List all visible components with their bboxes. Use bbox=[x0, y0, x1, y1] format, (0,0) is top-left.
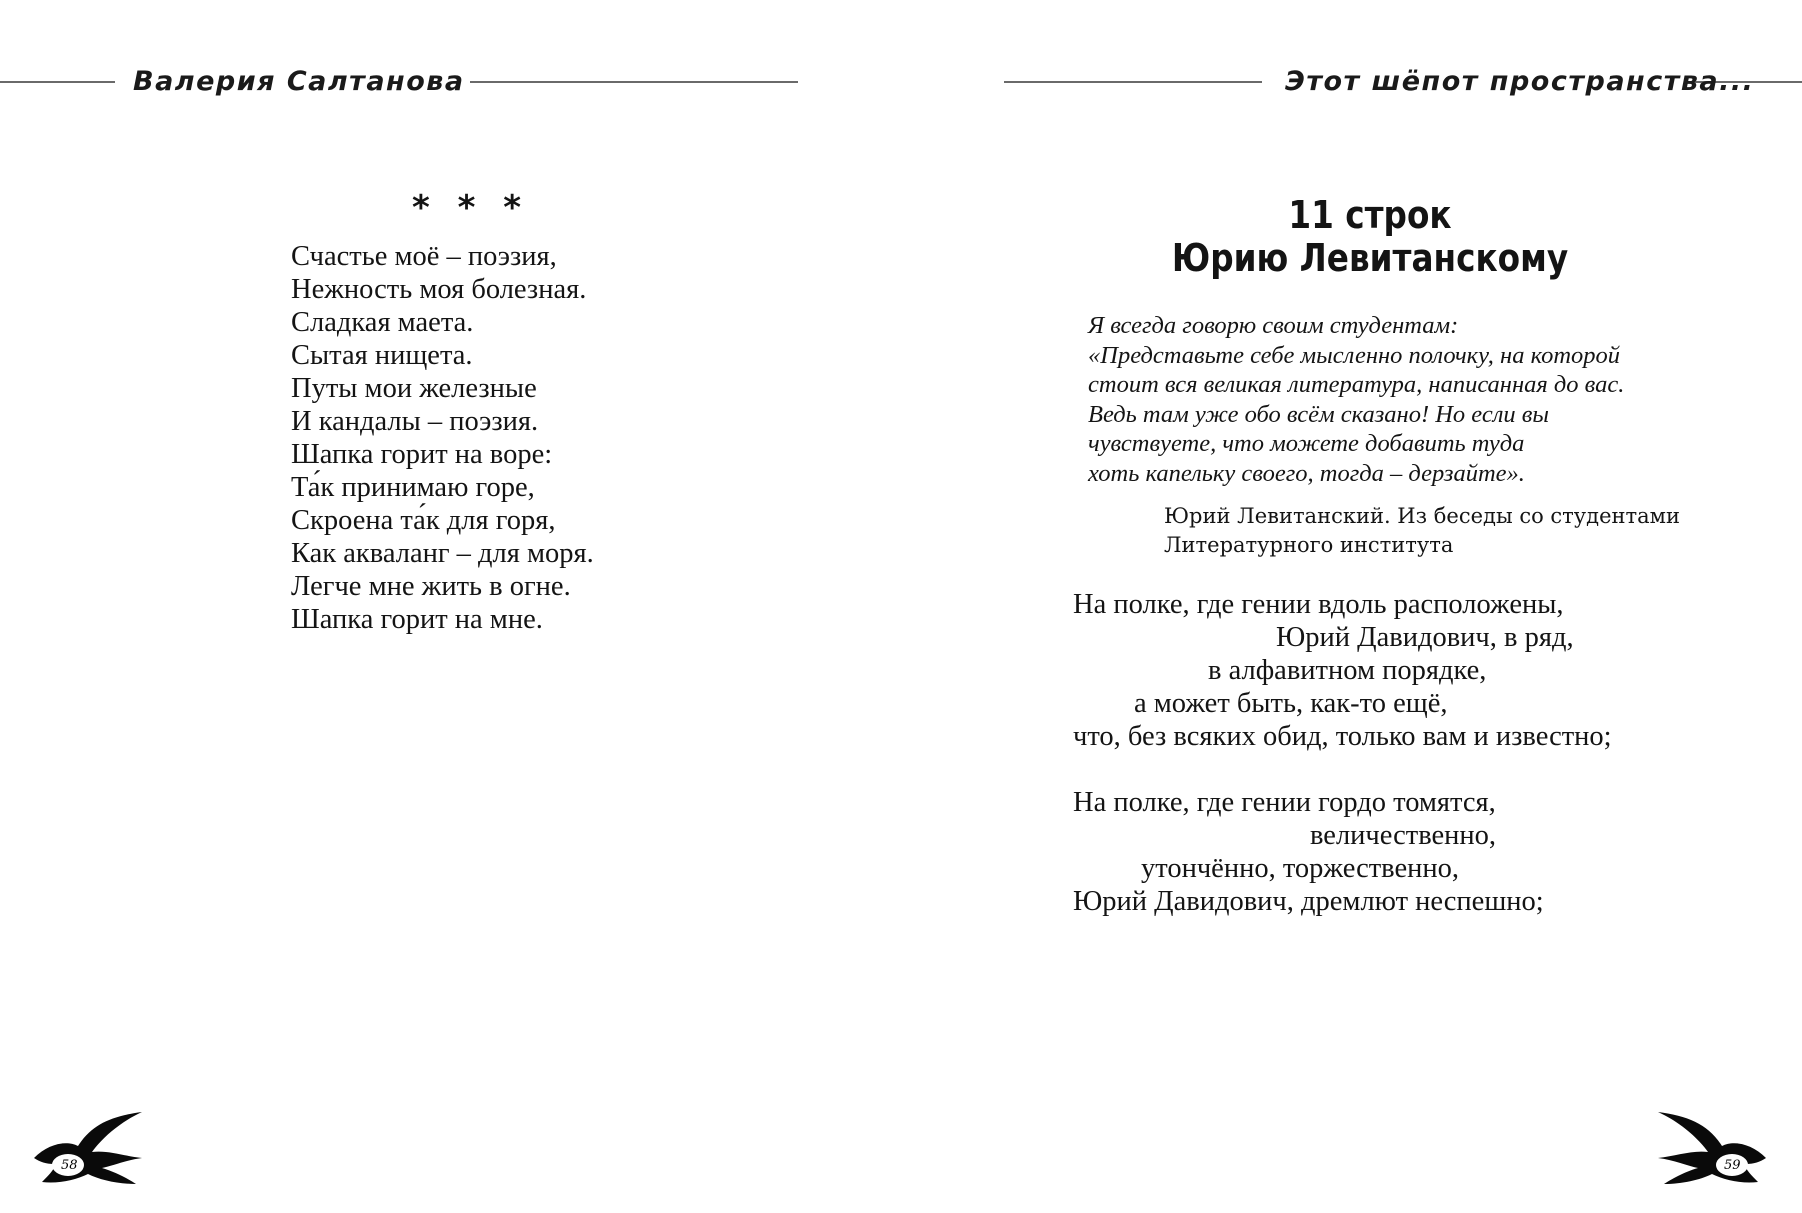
swallow-icon bbox=[1658, 1110, 1768, 1185]
epigraph-source-line: Литературного института bbox=[1164, 533, 1454, 557]
epigraph-source-line: Юрий Левитанский. Из беседы со студентами bbox=[1164, 504, 1680, 528]
stanza-line: величественно, bbox=[1310, 820, 1497, 851]
epigraph-line: чувствуете, что можете добавить туда bbox=[1088, 430, 1525, 457]
poem-line: Нежность моя болезная. bbox=[291, 274, 587, 305]
epigraph-line: Я всегда говорю своим студентам: bbox=[1088, 312, 1459, 339]
epigraph-line: «Представьте себе мысленно полочку, на которой bbox=[1088, 341, 1621, 369]
swallow-icon bbox=[32, 1110, 142, 1185]
poem-line: Счастье моё – поэзия, bbox=[291, 241, 557, 272]
poem-line: Сладкая маета. bbox=[291, 307, 474, 338]
page-number-left bbox=[32, 1110, 142, 1185]
stanza-line: утончённо, торжественно, bbox=[1141, 853, 1459, 884]
poem-line: Та́к принимаю горе, bbox=[291, 472, 535, 503]
poem-dedication: Юрию Левитанскому bbox=[1171, 236, 1569, 280]
epigraph-line: Ведь там уже обо всём сказано! Но если вы bbox=[1088, 400, 1550, 428]
header-rule-left-outer bbox=[0, 81, 115, 83]
page-number-text: 59 bbox=[1724, 1158, 1741, 1173]
poem-line: И кандалы – поэзия. bbox=[291, 406, 539, 437]
poem-line: Шапка горит на мне. bbox=[291, 604, 543, 635]
poem-line: Как акваланг – для моря. bbox=[291, 538, 594, 569]
poem-title: 11 строк bbox=[1288, 193, 1452, 237]
page-number-text: 58 bbox=[61, 1158, 78, 1173]
stanza-line: в алфавитном порядке, bbox=[1208, 655, 1487, 686]
poem-line: Скроена та́к для горя, bbox=[291, 505, 556, 536]
poem-line: Сытая нищета. bbox=[291, 340, 473, 371]
epigraph-source bbox=[1164, 502, 1680, 560]
epigraph-line: стоит вся великая литература, написанная до вас. bbox=[1088, 371, 1625, 398]
poem-left bbox=[291, 240, 594, 636]
page-number-right bbox=[1658, 1110, 1768, 1185]
running-head-author: Валерия Салтанова bbox=[133, 66, 465, 97]
header-rule-right-inner bbox=[1004, 81, 1262, 83]
running-head-book-title: Этот шёпот пространства... bbox=[1285, 66, 1755, 97]
stanza-line: а может быть, как-то ещё, bbox=[1134, 688, 1448, 719]
poem-line: Легче мне жить в огне. bbox=[291, 571, 571, 602]
epigraph bbox=[1088, 311, 1624, 488]
epigraph-line: хоть капельку своего, тогда – дерзайте». bbox=[1088, 459, 1525, 487]
stanza-line: На полке, где гении вдоль расположены, bbox=[1073, 589, 1564, 620]
stanza-line: Юрий Давидович, в ряд, bbox=[1276, 622, 1574, 653]
poem-line: Шапка горит на воре: bbox=[291, 439, 553, 470]
stanza-line: Юрий Давидович, дремлют неспешно; bbox=[1073, 886, 1544, 917]
section-separator: * * * bbox=[412, 188, 530, 228]
stanza-line: что, без всяких обид, только вам и известно; bbox=[1073, 721, 1612, 752]
poem-line: Путы мои железные bbox=[291, 373, 537, 404]
header-rule-left-inner bbox=[470, 81, 798, 83]
stanza-line: На полке, где гении гордо томятся, bbox=[1073, 787, 1496, 818]
